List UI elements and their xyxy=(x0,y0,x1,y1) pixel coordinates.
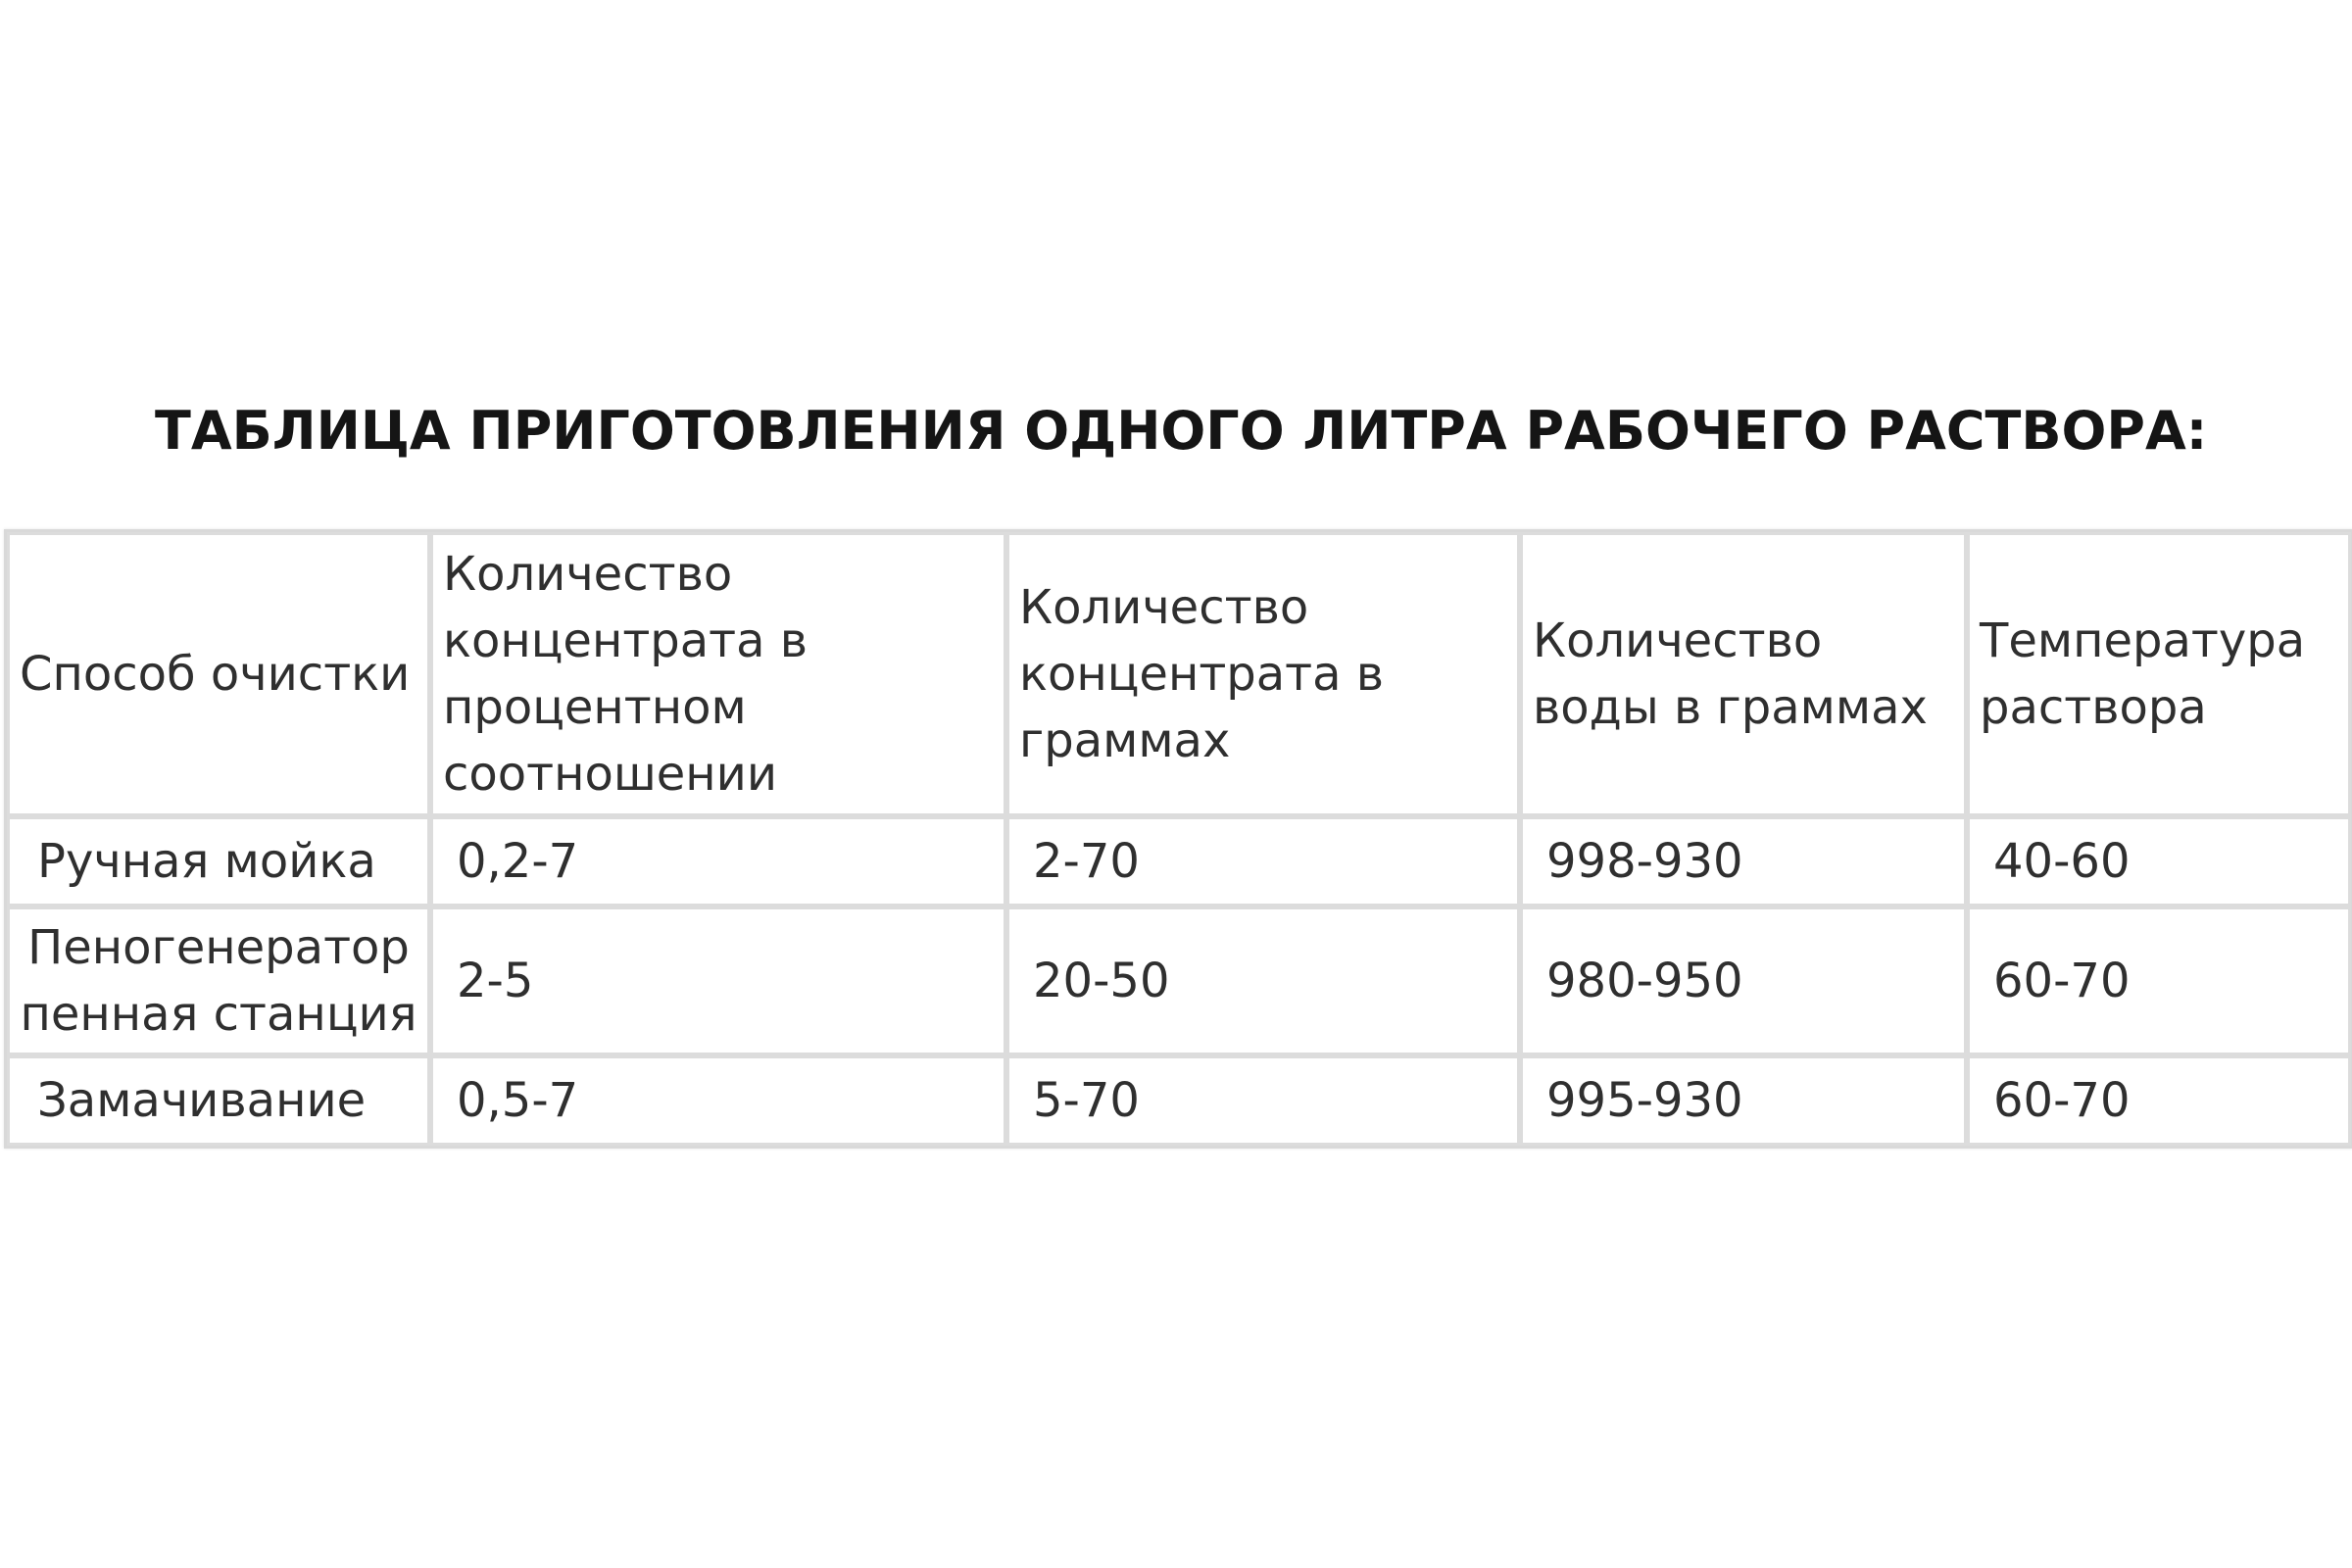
cell-method: Замачивание xyxy=(7,1055,430,1146)
solution-preparation-table xyxy=(4,529,2352,1149)
header-label: Температура раствора xyxy=(1980,613,2306,735)
cell-water-grams: 998-930 xyxy=(1520,816,1967,906)
cell-temperature: 60-70 xyxy=(1967,1055,2351,1146)
header-concentrate-percent xyxy=(430,532,1006,816)
cell-concentrate-percent: 0,2-7 xyxy=(430,816,1006,906)
solution-table-container xyxy=(4,529,2348,1149)
cell-method: Ручная мойка xyxy=(7,816,430,906)
header-water-grams xyxy=(1520,532,1967,816)
document-title: ТАБЛИЦА ПРИГОТОВЛЕНИЯ ОДНОГО ЛИТРА РАБОЧЕГО РАСТВОРА: xyxy=(155,400,2208,462)
cell-method-line: Пеногенератор xyxy=(27,920,410,975)
header-label: Количество воды в граммах xyxy=(1533,613,1928,735)
header-label: Количество концентрата в процентном соотношении xyxy=(443,547,808,802)
header-label: Способ очистки xyxy=(20,647,411,702)
table-header-row xyxy=(7,532,2351,816)
table-row xyxy=(7,906,2351,1055)
cell-concentrate-percent: 2-5 xyxy=(430,906,1006,1055)
cell-temperature: 40-60 xyxy=(1967,816,2351,906)
cell-concentrate-grams: 2-70 xyxy=(1006,816,1520,906)
header-cleaning-method xyxy=(7,532,430,816)
cell-method xyxy=(7,906,430,1055)
cell-water-grams: 995-930 xyxy=(1520,1055,1967,1146)
cell-water-grams: 980-950 xyxy=(1520,906,1967,1055)
table-row xyxy=(7,816,2351,906)
header-temperature xyxy=(1967,532,2351,816)
cell-temperature: 60-70 xyxy=(1967,906,2351,1055)
cell-method-line: пенная станция xyxy=(20,987,417,1042)
cell-concentrate-grams: 5-70 xyxy=(1006,1055,1520,1146)
header-label: Количество концентрата в граммах xyxy=(1019,580,1385,768)
cell-concentrate-grams: 20-50 xyxy=(1006,906,1520,1055)
cell-concentrate-percent: 0,5-7 xyxy=(430,1055,1006,1146)
header-concentrate-grams xyxy=(1006,532,1520,816)
table-row xyxy=(7,1055,2351,1146)
